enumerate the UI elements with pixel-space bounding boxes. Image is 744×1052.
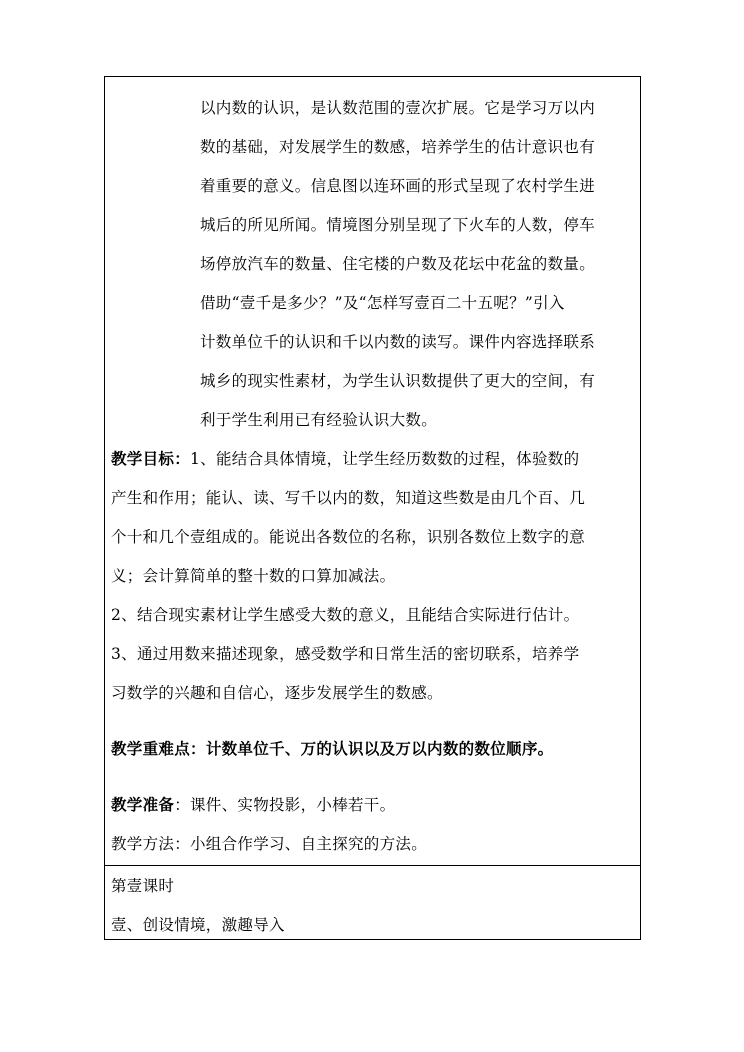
goals-label: 教学目标： xyxy=(111,449,191,468)
method-line: 教学方法：小组合作学习、自主探究的方法。 xyxy=(111,835,428,853)
goals-line: 产生和作用；能认、读、写千以内的数，知道这些数是由几个百、几 xyxy=(111,489,586,507)
intro-line: 城后的所见所闻。情境图分别呈现了下火车的人数，停车 xyxy=(200,216,596,234)
key-points-text: 计数单位千、万的认识以及万以内数的数位顺序。 xyxy=(205,739,554,758)
goals-line: 个十和几个壹组成的。能说出各数位的名称，识别各数位上数字的意 xyxy=(111,528,586,546)
intro-line: 以内数的认识，是认数范围的壹次扩展。它是学习万以内 xyxy=(200,99,596,117)
lesson-plan-table xyxy=(104,76,641,940)
goals-line: 义；会计算简单的整十数的口算加减法。 xyxy=(111,567,396,585)
key-points-label: 教学重难点： xyxy=(111,739,206,758)
intro-line: 利于学生利用已有经验认识大数。 xyxy=(200,411,438,429)
preparation-label: 教学准备 xyxy=(111,795,175,814)
intro-line: 数的基础，对发展学生的数感，培养学生的估计意识也有 xyxy=(200,138,596,156)
lesson-cell xyxy=(105,866,640,941)
goals-line: 习数学的兴趣和自信心，逐步发展学生的数感。 xyxy=(111,684,443,702)
lesson-title: 第壹课时 xyxy=(111,877,175,895)
lesson-section-heading: 壹、创设情境，激趣导入 xyxy=(111,916,285,934)
main-content-cell xyxy=(105,77,640,866)
goals-first-line xyxy=(111,448,579,470)
key-points-line xyxy=(111,738,553,760)
intro-line: 着重要的意义。信息图以连环画的形式呈现了农村学生进 xyxy=(200,177,596,195)
intro-line: 计数单位千的认识和千以内数的读写。课件内容选择联系 xyxy=(200,333,596,351)
goals-line: 3、通过用数来描述现象，感受数学和日常生活的密切联系，培养学 xyxy=(111,645,580,663)
intro-line: 场停放汽车的数量、住宅楼的户数及花坛中花盆的数量。 xyxy=(200,255,596,273)
preparation-text: ：课件、实物投影，小棒若干。 xyxy=(174,796,396,814)
preparation-line xyxy=(111,794,395,816)
intro-line: 借助“壹千是多少？”及“怎样写壹百二十五呢？”引入 xyxy=(200,294,565,312)
intro-line: 城乡的现实性素材，为学生认识数提供了更大的空间，有 xyxy=(200,372,596,390)
goals-text: 1、能结合具体情境，让学生经历数数的过程，体验数的 xyxy=(190,450,580,468)
goals-line: 2、结合现实素材让学生感受大数的意义，且能结合实际进行估计。 xyxy=(111,606,580,624)
